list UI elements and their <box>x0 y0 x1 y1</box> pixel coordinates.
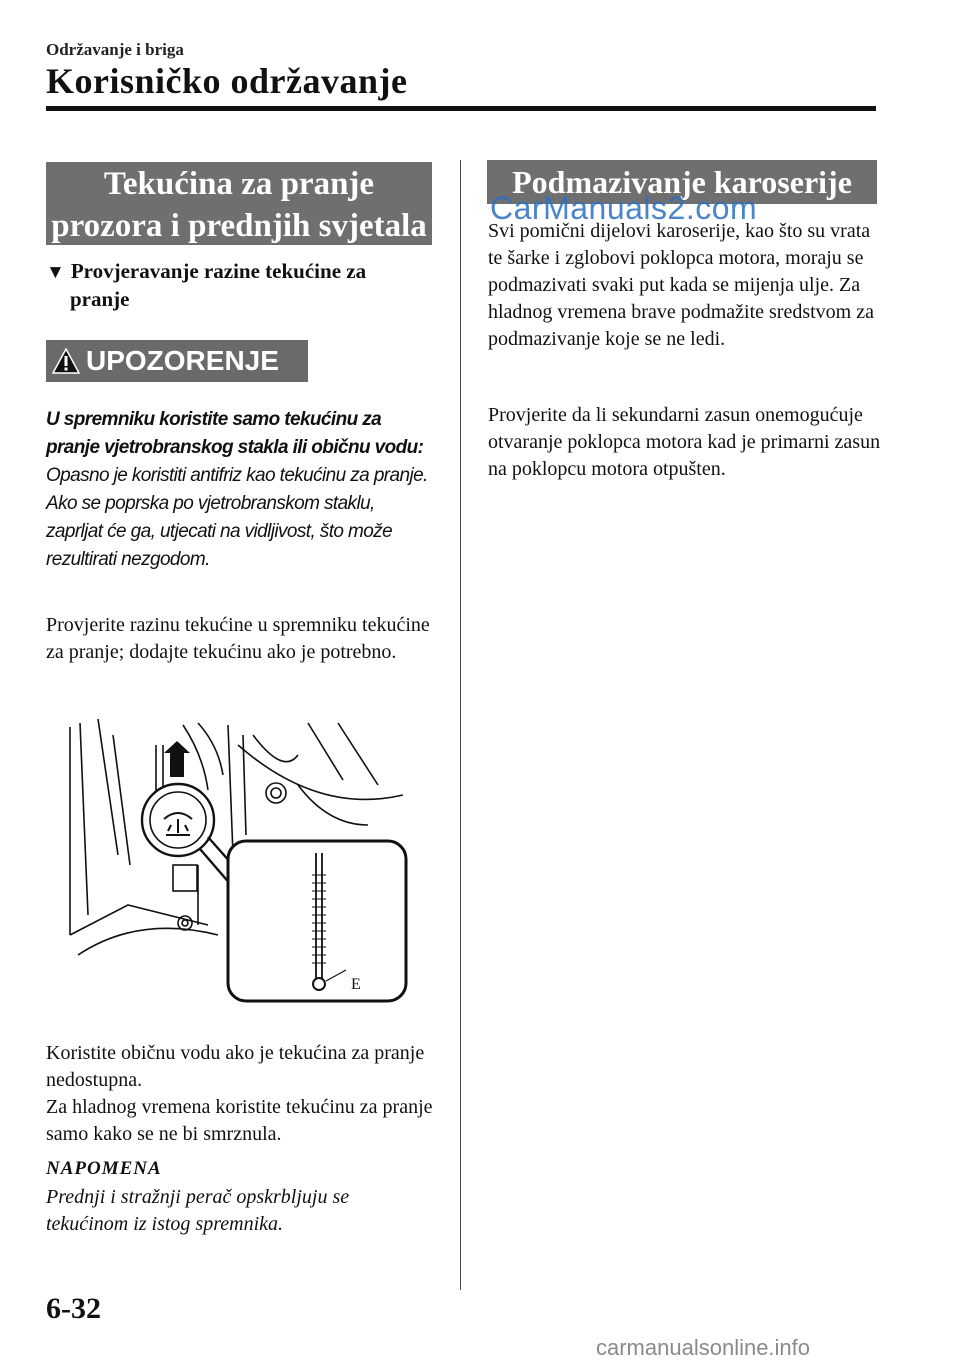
column-divider <box>460 160 461 1290</box>
subheading-line-1: Provjeravanje razine tekućine za <box>70 259 367 283</box>
warning-label: UPOZORENJE <box>86 345 279 376</box>
section-banner-washer-fluid <box>46 162 432 245</box>
paragraph-secondary-latch: Provjerite da li sekundarni zasun onemogućuje otvaranje poklopca motora kad je primarni zasun na poklopcu motora otpušten. <box>488 404 881 480</box>
subheading-check-level <box>46 258 426 313</box>
note-text: Prednji i stražnji perač opskrbljuju se tekućinom iz istog spremnika. <box>46 1186 350 1235</box>
paragraph-check-level: Provjerite razinu tekućine u spremniku tekućine za pranje; dodajte tekućinu ako je potrebno. <box>46 614 430 663</box>
warning-triangle-icon <box>46 340 86 382</box>
title-rule <box>46 106 876 111</box>
warning-body-text: Opasno je koristiti antifriz kao tekućinu za pranje. Ako se poprska po vjetrobranskom staklu, zaprljat će ga, utjecati na vidljivost, što može rezultirati nezgodom. <box>46 465 428 570</box>
paragraph-water-line-2: Za hladnog vremena koristite tekućinu za pranje samo kako se ne bi smrznula. <box>46 1096 433 1145</box>
banner-line-1: Tekućina za pranje <box>103 166 375 202</box>
subheading-line-2: pranje <box>70 287 130 311</box>
warning-text <box>46 406 434 574</box>
washer-reservoir-illustration <box>68 715 413 1005</box>
paragraph-lubrication: Svi pomični dijelovi karoserije, kao što su vrata te šarke i zglobovi poklopca motora, moraju se podmazivati svaki put kada se mijenja ulje. Za hladnog vremena brave podmažite sredstvom za podmazivanje koje se ne ledi. <box>488 220 874 350</box>
breadcrumb: Održavanje i briga <box>46 40 184 59</box>
top-watermark: CarManuals2.com <box>490 190 758 226</box>
paragraph-water-line-1: Koristite običnu vodu ako je tekućina za pranje nedostupna. <box>46 1042 425 1091</box>
paragraph-water-usage <box>46 1040 441 1148</box>
page-number: 6-32 <box>46 1292 101 1325</box>
bullet-triangle-icon: ▼ <box>46 262 65 283</box>
banner-line-2: prozora i prednjih svjetala <box>51 208 427 244</box>
warning-bold-text: U spremniku koristite samo tekućinu za pranje vjetrobranskog stakla ili običnu vodu: <box>46 409 424 458</box>
section-banner-body-lubrication: Podmazivanje karoserije <box>487 160 877 204</box>
page-title: Korisničko održavanje <box>46 61 408 101</box>
figure-label-e: E <box>351 976 361 993</box>
footer-watermark-link[interactable]: carmanualsonline.info <box>596 1335 811 1360</box>
note-heading: NAPOMENA <box>46 1158 162 1179</box>
warning-label-box <box>46 340 308 382</box>
